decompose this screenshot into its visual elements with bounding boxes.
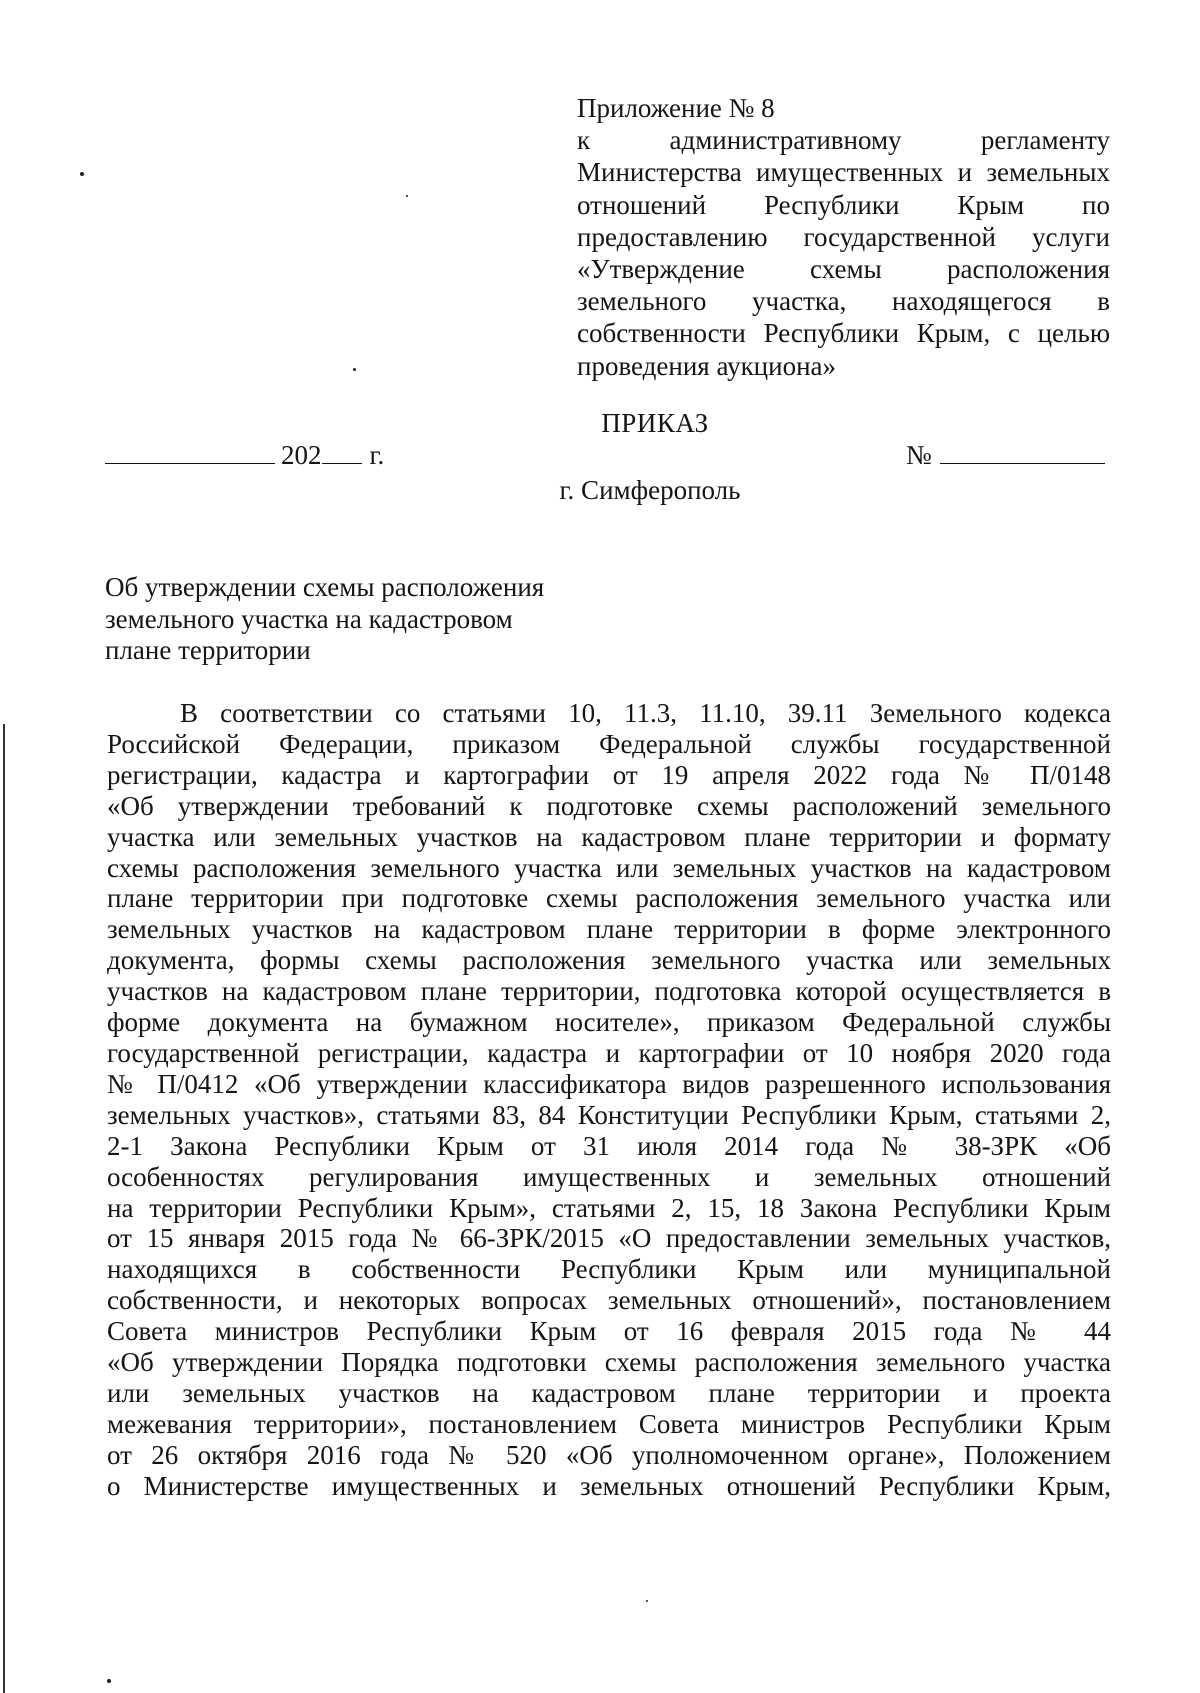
number-blank [940, 441, 1105, 464]
body-line: документа, формы схемы расположения земельного участка или земельных [107, 945, 1111, 976]
appendix-line: земельного участка, находящегося в [577, 286, 1110, 317]
body-line: земельных участков», статьями 83, 84 Конституции Республики Крым, статьями 2, [107, 1099, 1111, 1130]
date-year-suffix: г. [369, 440, 385, 470]
document-title [0, 408, 1200, 439]
city-text: г. Симферополь [559, 475, 741, 505]
scan-edge-line [3, 724, 5, 1693]
body-line: находящихся в собственности Республики Крым или муниципальной [107, 1254, 1111, 1285]
subject-line: земельного участка на кадастровом [105, 603, 513, 634]
body-line: государственной регистрации, кадастра и картографии от 10 ноября 2020 года [107, 1037, 1111, 1068]
body-line: межевания территории», постановлением Совета министров Республики Крым [107, 1408, 1111, 1439]
body-line: регистрации, кадастра и картографии от 19 апреля 2022 года № П/0148 [107, 759, 1111, 790]
appendix-block [577, 92, 1110, 382]
body-line: участков на кадастровом плане территории, подготовка которой осуществляется в [107, 976, 1111, 1007]
body-line: Российской Федерации, приказом Федеральной службы государственной [107, 728, 1111, 759]
appendix-line: к административному регламенту [577, 125, 1110, 156]
subject-line: плане территории [105, 635, 311, 665]
appendix-line: Приложение № 8 [577, 93, 775, 123]
scan-speck [80, 172, 84, 176]
number-label: № [906, 440, 932, 470]
body-line: о Министерстве имущественных и земельных отношений Республики Крым, [107, 1470, 1111, 1501]
body-line: плане территории при подготовке схемы расположения земельного участка или [107, 883, 1111, 914]
appendix-line: предоставлению государственной услуги [577, 221, 1110, 252]
document-title-text: ПРИКАЗ [601, 408, 709, 438]
body-line: форме документа на бумажном носителе», приказом Федеральной службы [107, 1007, 1111, 1038]
appendix-line: Министерства имущественных и земельных [577, 157, 1110, 188]
body-line: «Об утверждении требований к подготовке схемы расположений земельного [107, 790, 1111, 821]
body-line: от 15 января 2015 года № 66-ЗРК/2015 «О предоставлении земельных участков, [107, 1223, 1111, 1254]
date-year-prefix: 202 [281, 440, 322, 470]
scan-speck [406, 195, 408, 197]
body-line: № П/0412 «Об утверждении классификатора видов разрешенного использования [107, 1068, 1111, 1099]
body-paragraph [107, 698, 1111, 1502]
scan-speck [646, 1600, 648, 1602]
subject-line: Об утверждении схемы расположения [105, 572, 545, 602]
appendix-line: отношений Республики Крым по [577, 189, 1110, 220]
subject-block [105, 572, 625, 667]
scan-speck [353, 368, 356, 371]
body-line: на территории Республики Крым», статьями 2, 15, 18 Закона Республики Крым [107, 1192, 1111, 1223]
date-year-blank [322, 441, 362, 464]
body-line: 2-1 Закона Республики Крым от 31 июля 2014 года № 38-ЗРК «Об [107, 1130, 1111, 1161]
body-line: земельных участков на кадастровом плане территории в форме электронного [107, 914, 1111, 945]
body-line: «Об утверждении Порядка подготовки схемы расположения земельного участка [107, 1347, 1111, 1378]
date-blank [105, 441, 275, 464]
body-line: Совета министров Республики Крым от 16 февраля 2015 года № 44 [107, 1316, 1111, 1347]
number-field [906, 440, 1105, 471]
body-line: или земельных участков на кадастровом плане территории и проекта [107, 1377, 1111, 1408]
body-line: собственности, и некоторых вопросах земельных отношений», постановлением [107, 1285, 1111, 1316]
body-line: особенностях регулирования имущественных и земельных отношений [107, 1161, 1111, 1192]
date-field [105, 440, 384, 471]
appendix-line: собственности Республики Крым, с целью [577, 318, 1110, 349]
city-line [0, 475, 1200, 506]
body-line: от 26 октября 2016 года № 520 «Об уполномоченном органе», Положением [107, 1439, 1111, 1470]
body-line: схемы расположения земельного участка или земельных участков на кадастровом [107, 852, 1111, 883]
appendix-line: проведения аукциона» [577, 350, 837, 381]
body-line: В соответствии со статьями 10, 11.3, 11.10, 39.11 Земельного кодекса [180, 698, 1111, 728]
body-line: участка или земельных участков на кадастровом плане территории и формату [107, 821, 1111, 852]
scan-speck [107, 1679, 111, 1683]
appendix-line: «Утверждение схемы расположения [577, 254, 1110, 285]
